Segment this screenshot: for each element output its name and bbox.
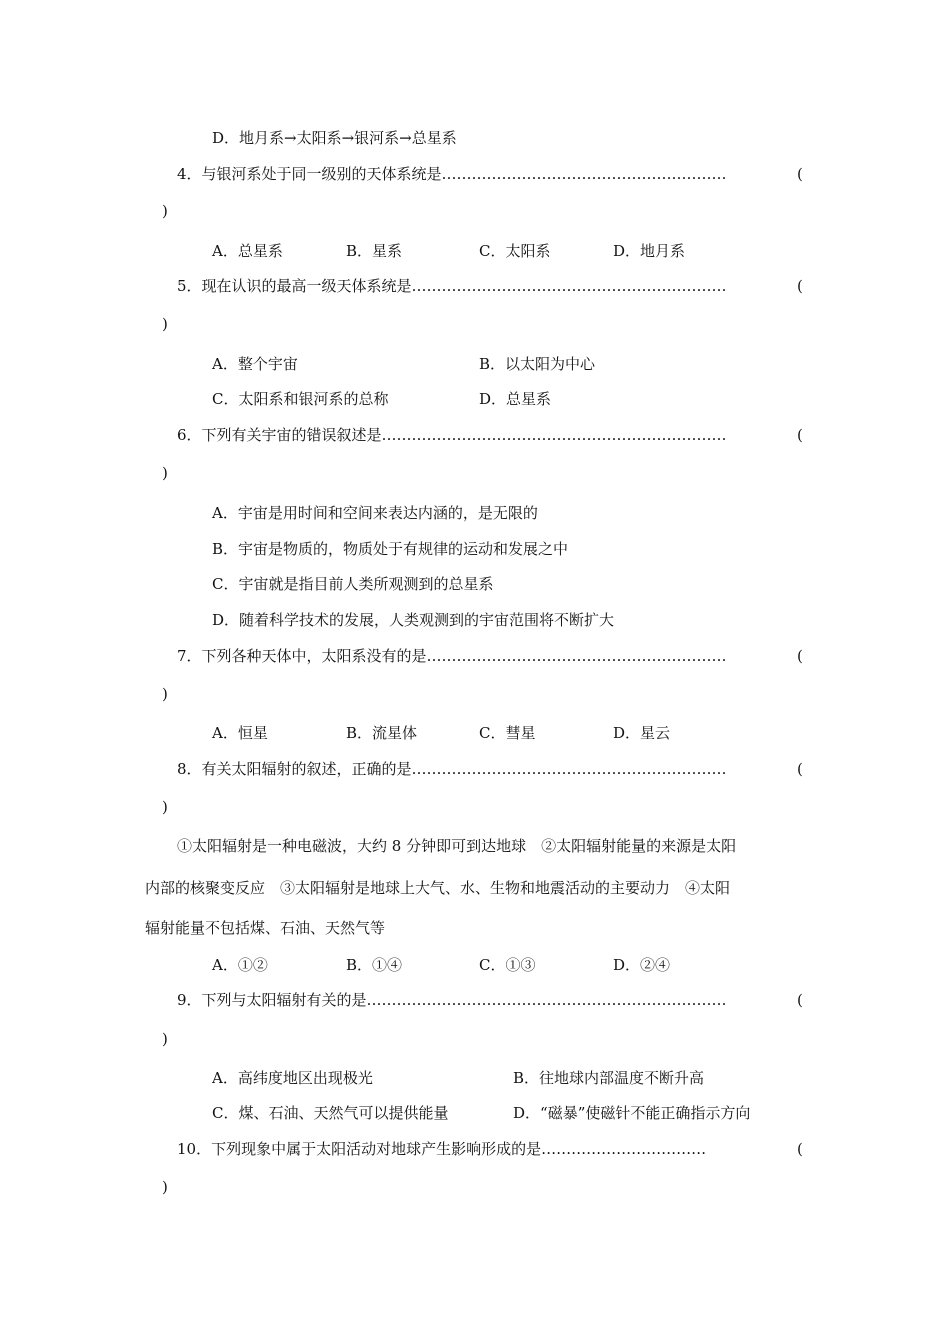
q9-option-d: D．“磁暴”使磁针不能正确指示方向 bbox=[513, 1104, 751, 1122]
question-5-stem: 5．现在认识的最高一级天体系统是……………………………………………………… bbox=[177, 277, 727, 295]
q8-option-a: A．①② bbox=[212, 956, 268, 974]
q8-option-c: C．①③ bbox=[479, 956, 536, 974]
question-9-stem: 9．下列与太阳辐射有关的是……………………………………………………………… bbox=[177, 991, 727, 1009]
answer-open-paren: ( bbox=[797, 991, 803, 1009]
q7-option-a: A．恒星 bbox=[212, 724, 268, 742]
question-6-stem: 6．下列有关宇宙的错误叙述是…………………………………………………………… bbox=[177, 426, 727, 444]
q4-option-c: C．太阳系 bbox=[479, 242, 551, 260]
q4-option-b: B．星系 bbox=[346, 242, 403, 260]
q6-option-b: B．宇宙是物质的，物质处于有规律的运动和发展之中 bbox=[212, 540, 569, 558]
answer-close-paren: ) bbox=[162, 798, 168, 816]
q3-option-d: D．地月系→太阳系→银河系→总星系 bbox=[212, 129, 457, 147]
q9-option-b: B．往地球内部温度不断升高 bbox=[513, 1069, 705, 1087]
question-7-stem: 7．下列各种天体中，太阳系没有的是…………………………………………………… bbox=[177, 647, 727, 665]
q7-option-d: D．星云 bbox=[613, 724, 671, 742]
q8-statement-line: ①太阳辐射是一种电磁波，大约 8 分钟即可到达地球 ②太阳辐射能量的来源是太阳 bbox=[177, 837, 737, 855]
q4-option-a: A．总星系 bbox=[212, 242, 283, 260]
answer-close-paren: ) bbox=[162, 202, 168, 220]
answer-open-paren: ( bbox=[797, 165, 803, 183]
q8-option-d: D．②④ bbox=[613, 956, 671, 974]
answer-open-paren: ( bbox=[797, 1140, 803, 1158]
q5-option-d: D．总星系 bbox=[479, 390, 552, 408]
q9-option-a: A．高纬度地区出现极光 bbox=[212, 1069, 373, 1087]
q7-option-b: B．流星体 bbox=[346, 724, 418, 742]
q9-option-c: C．煤、石油、天然气可以提供能量 bbox=[212, 1104, 449, 1122]
answer-close-paren: ) bbox=[162, 1178, 168, 1196]
q5-option-a: A．整个宇宙 bbox=[212, 355, 298, 373]
answer-close-paren: ) bbox=[162, 464, 168, 482]
answer-open-paren: ( bbox=[797, 277, 803, 295]
q5-option-b: B．以太阳为中心 bbox=[479, 355, 596, 373]
q6-option-a: A．宇宙是用时间和空间来表达内涵的，是无限的 bbox=[212, 504, 538, 522]
q7-option-c: C．彗星 bbox=[479, 724, 536, 742]
q8-statement-line: 内部的核聚变反应 ③太阳辐射是地球上大气、水、生物和地震活动的主要动力 ④太阳 bbox=[145, 879, 731, 897]
answer-close-paren: ) bbox=[162, 685, 168, 703]
q6-option-c: C．宇宙就是指目前人类所观测到的总星系 bbox=[212, 575, 494, 593]
q8-statement-line: 辐射能量不包括煤、石油、天然气等 bbox=[145, 919, 386, 937]
answer-close-paren: ) bbox=[162, 1030, 168, 1048]
q8-option-b: B．①④ bbox=[346, 956, 403, 974]
answer-open-paren: ( bbox=[797, 426, 803, 444]
q4-option-d: D．地月系 bbox=[613, 242, 686, 260]
answer-open-paren: ( bbox=[797, 760, 803, 778]
question-10-stem: 10．下列现象中属于太阳活动对地球产生影响形成的是…………………………… bbox=[177, 1140, 707, 1158]
q6-option-d: D．随着科学技术的发展，人类观测到的宇宙范围将不断扩大 bbox=[212, 611, 615, 629]
answer-open-paren: ( bbox=[797, 647, 803, 665]
question-4-stem: 4．与银河系处于同一级别的天体系统是………………………………………………… bbox=[177, 165, 727, 183]
q5-option-c: C．太阳系和银河系的总称 bbox=[212, 390, 389, 408]
question-8-stem: 8．有关太阳辐射的叙述，正确的是……………………………………………………… bbox=[177, 760, 727, 778]
answer-close-paren: ) bbox=[162, 315, 168, 333]
